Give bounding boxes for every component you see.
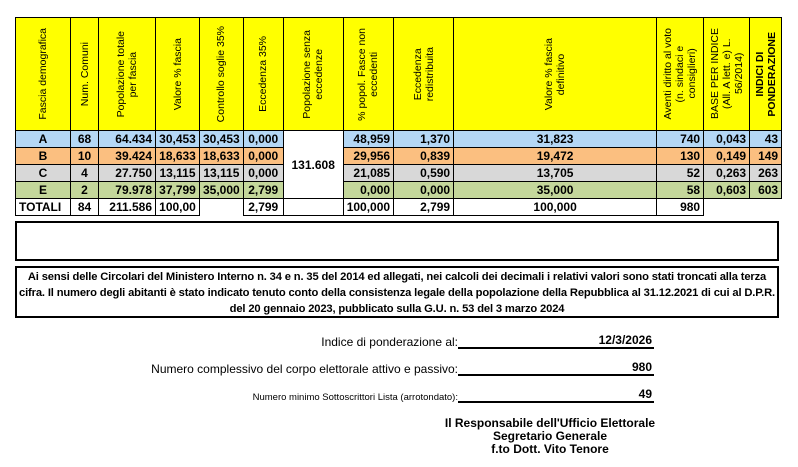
- totals-label: TOTALI: [16, 199, 71, 216]
- totals-valore-pct: 100,00: [156, 199, 200, 216]
- table-row: [16, 131, 782, 148]
- header-valore-definitivo: Valore % fascia definitivo: [454, 18, 657, 131]
- cell-indice: 603: [750, 182, 782, 199]
- table-header-row: [16, 18, 782, 131]
- cell-base-indice: 0,263: [704, 165, 750, 182]
- cell-pop-senza-eccedenze: 131.608: [283, 131, 343, 199]
- legal-note: Ai sensi delle Circolari del Ministero Interno n. 34 e n. 35 del 2014 ed allegati, nei calcoli dei decimali i relativi valori sono stati troncati alla terza cifra. Il numero degli abitanti è stato indicato tenuto conto della consistenza legale della popolazione della Repubblica al 31.12.2021 di cui al D.P.R. del 20 gennaio 2023, pubblicato sulla G.U. n. 53 del 3 marzo 2024: [15, 266, 779, 318]
- cell-popolazione: 79.978: [99, 182, 156, 199]
- cell-eccedenza-redistribuita: 0,839: [394, 148, 454, 165]
- header-aventi-diritto: Aventi diritto al voto (n. sindaci e consiglieri): [657, 18, 704, 131]
- corpo-elettorale-value: 980: [458, 360, 654, 376]
- indice-ponderazione-label: Indice di ponderazione al:: [321, 335, 458, 349]
- header-controllo: Controllo soglie 35%: [200, 18, 244, 131]
- cell-eccedenza-redistribuita: 0,590: [394, 165, 454, 182]
- cell-aventi-diritto: 740: [657, 131, 704, 148]
- cell-base-indice: 0,043: [704, 131, 750, 148]
- cell-base-indice: 0,603: [704, 182, 750, 199]
- totals-empty-pop-senza: [283, 199, 343, 216]
- cell-controllo: 35,000: [200, 182, 244, 199]
- header-popolazione: Popolazione totale per fascia: [99, 18, 156, 131]
- cell-fascia: B: [16, 148, 71, 165]
- cell-num-comuni: 10: [71, 148, 99, 165]
- totals-popolazione: 211.586: [99, 199, 156, 216]
- indice-ponderazione-row: [0, 333, 798, 349]
- cell-indice: 263: [750, 165, 782, 182]
- cell-aventi-diritto: 58: [657, 182, 704, 199]
- table-row: [16, 165, 782, 182]
- totals-eccedenza: 2,799: [243, 199, 283, 216]
- cell-valore-pct: 30,453: [156, 131, 200, 148]
- cell-aventi-diritto: 130: [657, 148, 704, 165]
- header-indici: INDICI DI PONDERAZIONE: [750, 18, 782, 131]
- cell-valore-pct: 37,799: [156, 182, 200, 199]
- corpo-elettorale-row: [0, 360, 798, 376]
- cell-eccedenza: 0,000: [243, 165, 283, 182]
- cell-pct-non-eccedenti: 48,959: [343, 131, 393, 148]
- cell-popolazione: 64.434: [99, 131, 156, 148]
- totals-empty-controllo: [200, 199, 244, 216]
- header-base-indice: BASE PER INDICE (All. A lett. e) L. 56/2014): [704, 18, 750, 131]
- cell-pct-non-eccedenti: 21,085: [343, 165, 393, 182]
- totals-row: [16, 199, 782, 216]
- totals-empty-indice: [750, 199, 782, 216]
- empty-notes-box: [15, 221, 779, 261]
- header-valore-pct: Valore % fascia: [156, 18, 200, 131]
- cell-eccedenza: 2,799: [243, 182, 283, 199]
- signature-title: Segretario Generale: [492, 429, 608, 443]
- cell-popolazione: 27.750: [99, 165, 156, 182]
- cell-eccedenza: 0,000: [243, 131, 283, 148]
- sottoscrittori-label: Numero minimo Sottoscrittori Lista (arrotondato):: [252, 392, 458, 403]
- totals-valore-definitivo: 100,000: [454, 199, 657, 216]
- cell-controllo: 30,453: [200, 131, 244, 148]
- table-row: [16, 182, 782, 199]
- cell-pct-non-eccedenti: 29,956: [343, 148, 393, 165]
- totals-empty-base: [704, 199, 750, 216]
- cell-indice: 149: [750, 148, 782, 165]
- cell-eccedenza-redistribuita: 0,000: [394, 182, 454, 199]
- cell-indice: 43: [750, 131, 782, 148]
- cell-valore-pct: 18,633: [156, 148, 200, 165]
- header-num-comuni: Num. Comuni: [71, 18, 99, 131]
- cell-pct-non-eccedenti: 0,000: [343, 182, 393, 199]
- header-eccedenza: Eccedenza 35%: [243, 18, 283, 131]
- cell-valore-definitivo: 31,823: [454, 131, 657, 148]
- ponderazione-table: [15, 17, 782, 216]
- cell-fascia: A: [16, 131, 71, 148]
- cell-controllo: 13,115: [200, 165, 244, 182]
- totals-num-comuni: 84: [71, 199, 99, 216]
- cell-popolazione: 39.424: [99, 148, 156, 165]
- totals-aventi-diritto: 980: [657, 199, 704, 216]
- totals-pct-non-eccedenti: 100,000: [343, 199, 393, 216]
- header-pct-non-eccedenti: % popol. Fasce non eccedenti: [343, 18, 393, 131]
- cell-valore-definitivo: 35,000: [454, 182, 657, 199]
- cell-controllo: 18,633: [200, 148, 244, 165]
- header-pop-senza-eccedenze: Popolazione senza eccedenze: [283, 18, 343, 131]
- indice-ponderazione-value: 12/3/2026: [458, 333, 654, 349]
- header-fascia: Fascia demografica: [16, 18, 71, 131]
- cell-num-comuni: 2: [71, 182, 99, 199]
- signature-role: Il Responsabile dell'Ufficio Elettorale: [444, 416, 656, 430]
- signature-name: f.to Dott. Vito Tenore: [491, 442, 609, 456]
- table-row: [16, 148, 782, 165]
- cell-num-comuni: 68: [71, 131, 99, 148]
- cell-valore-definitivo: 13,705: [454, 165, 657, 182]
- cell-valore-pct: 13,115: [156, 165, 200, 182]
- signature-block: [400, 417, 700, 456]
- cell-fascia: C: [16, 165, 71, 182]
- cell-aventi-diritto: 52: [657, 165, 704, 182]
- cell-eccedenza-redistribuita: 1,370: [394, 131, 454, 148]
- cell-fascia: E: [16, 182, 71, 199]
- corpo-elettorale-label: Numero complessivo del corpo elettorale attivo e passivo:: [151, 362, 458, 376]
- header-eccedenza-redistribuita: Eccedenza redistribuita: [394, 18, 454, 131]
- sottoscrittori-value: 49: [458, 387, 654, 403]
- cell-eccedenza: 0,000: [243, 148, 283, 165]
- cell-num-comuni: 4: [71, 165, 99, 182]
- totals-eccedenza-redistribuita: 2,799: [394, 199, 454, 216]
- cell-valore-definitivo: 19,472: [454, 148, 657, 165]
- sottoscrittori-row: [0, 387, 798, 403]
- cell-base-indice: 0,149: [704, 148, 750, 165]
